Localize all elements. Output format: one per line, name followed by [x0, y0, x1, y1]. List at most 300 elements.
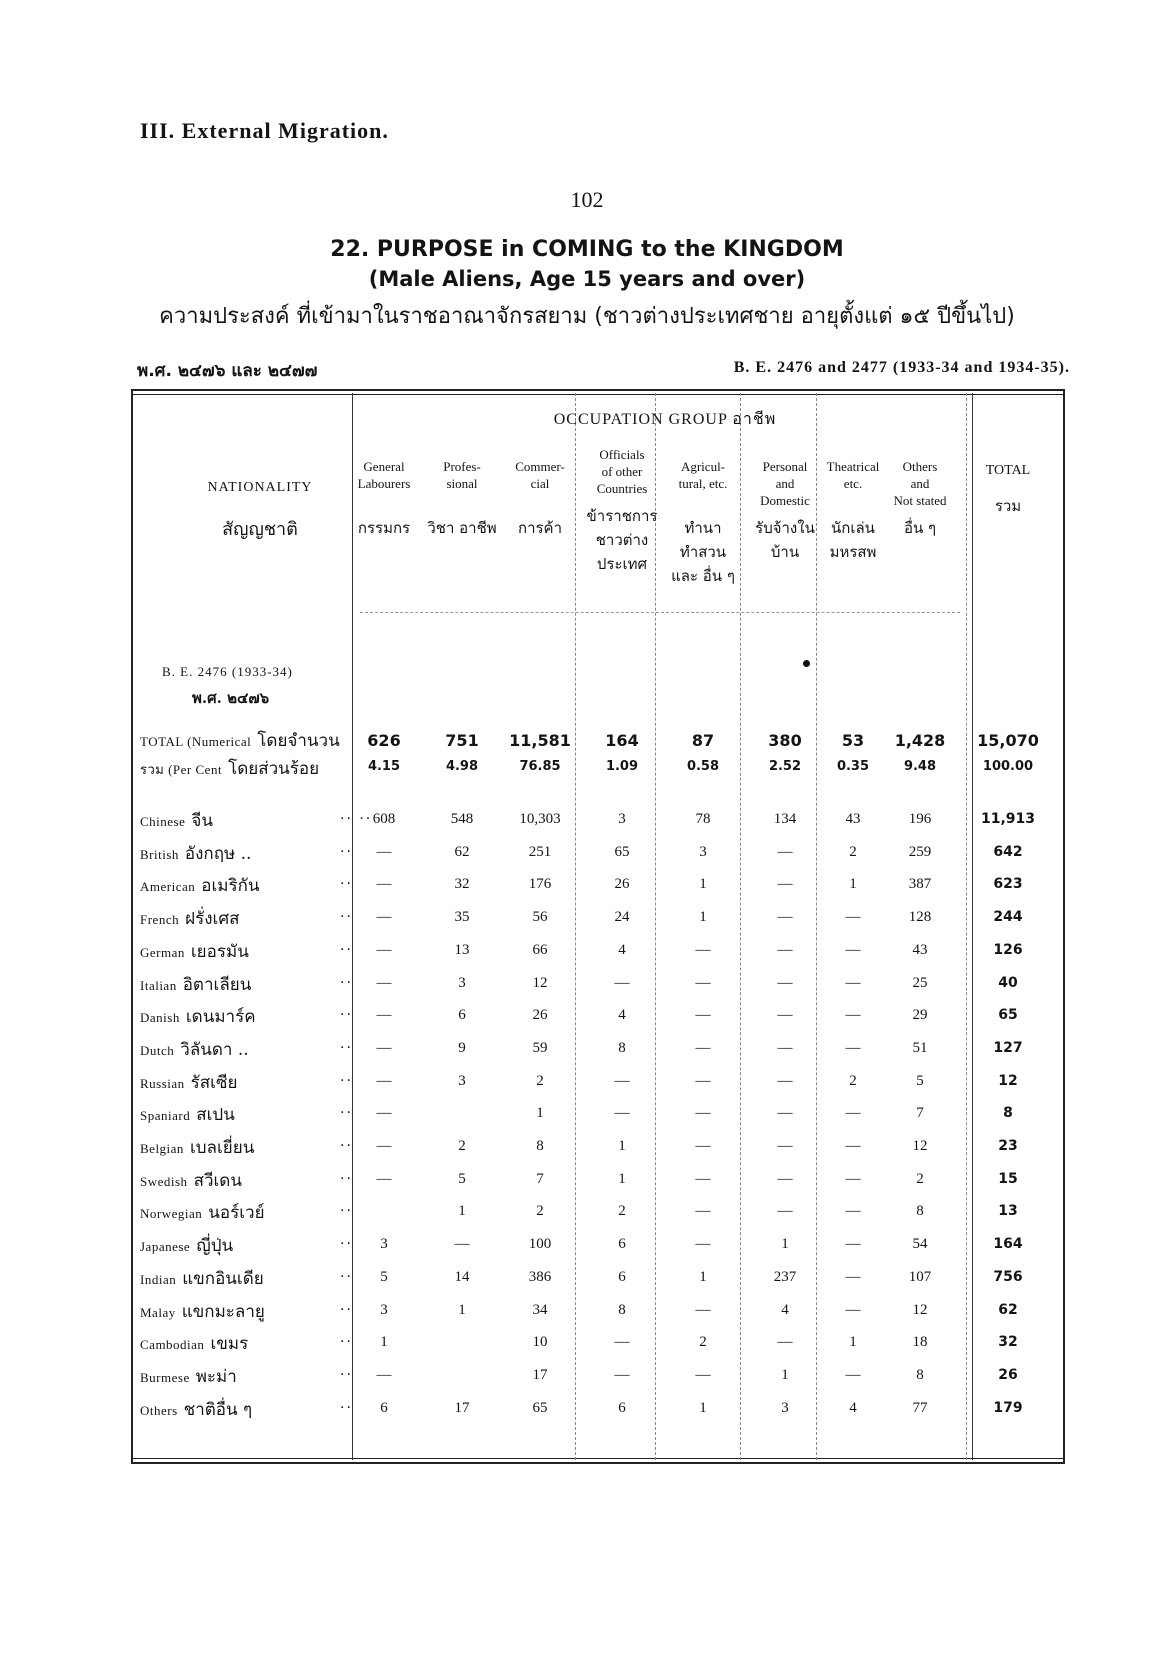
row-label-english: Malay: [140, 1304, 176, 1320]
value-cell: 10,303: [519, 811, 561, 827]
value-cell: —: [845, 1138, 861, 1154]
value-cell: 65: [614, 843, 630, 860]
row-label-thai: ฝรั่งเศส: [185, 909, 240, 930]
leader-dots: .. ..: [340, 807, 373, 823]
value-cell: 2: [699, 1334, 707, 1351]
value-cell: 1: [849, 876, 857, 893]
row-label-thai: อเมริกัน: [201, 876, 260, 897]
value-cell: 4: [781, 1301, 789, 1318]
value-cell: 56: [532, 909, 548, 926]
row-label: [140, 807, 373, 834]
row-total-cell: 15: [998, 1170, 1018, 1187]
value-cell: 53: [841, 731, 865, 750]
value-cell: 35: [454, 909, 470, 926]
row-label: [140, 1330, 353, 1357]
column-header-thai: วิชา อาชีพ: [427, 519, 497, 537]
nationality-row-american: [134, 872, 1062, 900]
value-cell: 5: [458, 1170, 466, 1187]
value-cell: 3: [380, 1236, 388, 1253]
column-header-english: Commer- cial: [515, 459, 565, 491]
nationality-row-malay: [134, 1298, 1062, 1326]
column-header-english: Profes- sional: [443, 459, 481, 491]
nationality-row-dutch: [134, 1036, 1062, 1064]
column-header-others-and-not-stated: [885, 458, 955, 540]
nationality-row-russian: [134, 1069, 1062, 1097]
year-label-thai: พ.ศ. ๒๔๗๖ และ ๒๔๗๗: [137, 361, 318, 381]
value-cell: 7: [536, 1170, 544, 1187]
value-cell: 1: [458, 1301, 466, 1318]
leader-dots: ..: [340, 1362, 353, 1379]
nationality-row-others: [134, 1396, 1062, 1424]
value-cell: —: [777, 1105, 793, 1122]
value-cell: 3: [458, 974, 466, 991]
leader-dots: ..: [340, 1330, 353, 1347]
row-label: [140, 1134, 353, 1161]
value-cell: 3: [458, 1072, 466, 1089]
leader-dots: ..: [340, 1035, 353, 1052]
value-cell: 1: [618, 1170, 626, 1187]
column-header-commer-cial: [501, 458, 579, 540]
column-header-thai: รับจ้างใน บ้าน: [755, 519, 815, 561]
value-cell: —: [376, 941, 392, 958]
value-cell: —: [845, 1007, 861, 1024]
column-header-english: Personal and Domestic: [760, 459, 810, 508]
row-label: [140, 1068, 353, 1096]
row-label-thai: เบลเยี่ยน: [189, 1138, 255, 1158]
value-cell: —: [614, 1366, 630, 1383]
value-cell: 3: [380, 1301, 388, 1318]
column-header-personal-and-domestic: [745, 458, 825, 564]
page-number: 102: [570, 187, 604, 212]
value-cell: 387: [908, 876, 932, 893]
value-cell: —: [376, 1138, 392, 1154]
nationality-row-italian: [134, 971, 1062, 999]
value-cell: 62: [454, 843, 470, 860]
value-cell: 1: [849, 1334, 857, 1351]
row-label-english: Chinese: [140, 814, 186, 829]
row-label-thai: ชาติอื่น ๆ: [183, 1399, 253, 1420]
column-header-general-labourers: [345, 458, 423, 540]
value-cell: 9: [458, 1039, 466, 1056]
row-label-english: Dutch: [140, 1042, 175, 1058]
value-cell: 54: [912, 1236, 928, 1253]
value-cell: —: [777, 1334, 793, 1351]
column-header-agricul-tural-etc: [663, 458, 743, 588]
nationality-row-chinese: [134, 807, 1062, 835]
value-cell: —: [777, 1203, 793, 1220]
row-total-cell: 164: [993, 1236, 1023, 1253]
row-total-cell: 13: [998, 1203, 1018, 1220]
row-label: [140, 1297, 353, 1325]
nationality-row-danish: [134, 1003, 1062, 1031]
value-cell: 1: [699, 1399, 707, 1416]
value-cell: 107: [908, 1268, 932, 1285]
value-cell: 8: [916, 1366, 924, 1383]
value-cell: 164: [605, 731, 639, 750]
row-label-thai: อิตาเลียน: [182, 974, 252, 995]
value-cell: 5: [916, 1072, 924, 1089]
nationality-row-spaniard: [134, 1101, 1062, 1129]
column-header-thai: ข้าราชการ ชาวต่าง ประเทศ: [586, 507, 658, 573]
row-label-thai: รัสเซีย: [190, 1072, 238, 1093]
value-cell: 237: [773, 1268, 797, 1285]
nationality-row-norwegian: [134, 1199, 1062, 1227]
value-cell: 7: [916, 1105, 924, 1122]
leader-dots: ..: [340, 872, 353, 889]
nationality-row-japanese: [134, 1232, 1062, 1260]
row-label-english: Indian: [140, 1271, 177, 1287]
leader-dots: ..: [340, 839, 353, 856]
row-label: [140, 1264, 353, 1292]
value-cell: 65: [532, 1399, 548, 1416]
column-header-thai: อื่น ๆ: [903, 519, 937, 537]
value-cell: 6: [380, 1399, 388, 1416]
value-cell: 251: [528, 843, 552, 860]
value-cell: 24: [614, 909, 630, 926]
year-subheading-thai: พ.ศ. ๒๔๗๖: [192, 689, 270, 707]
value-cell: —: [777, 909, 793, 926]
row-label-thai: นอร์เวย์: [208, 1203, 265, 1224]
row-label: [140, 1101, 353, 1128]
table-subtitle: (Male Aliens, Age 15 years and over): [368, 267, 806, 291]
value-cell: 4.98: [445, 759, 479, 774]
value-cell: 1: [781, 1366, 789, 1383]
value-cell: 14: [454, 1268, 470, 1285]
value-cell: —: [845, 1236, 861, 1253]
row-label-english: Norwegian: [140, 1206, 203, 1222]
column-header-officials-of-other-countries: [582, 446, 662, 576]
row-label-thai: แขกอินเดีย: [182, 1268, 264, 1289]
row-label: [140, 1362, 353, 1390]
value-cell: —: [695, 1105, 711, 1122]
value-cell: 751: [445, 731, 479, 750]
ink-dot: [803, 660, 810, 667]
value-cell: 12: [912, 1301, 928, 1318]
value-cell: 128: [908, 909, 932, 926]
value-cell: 12: [532, 974, 548, 991]
row-label-thai: โดยส่วนร้อย: [228, 759, 320, 779]
row-total-cell: 62: [998, 1301, 1018, 1318]
value-cell: 100: [528, 1236, 552, 1253]
row-label: [140, 1232, 353, 1259]
row-label-thai: เยอรมัน: [190, 941, 249, 962]
value-cell: —: [777, 974, 793, 991]
value-cell: —: [845, 974, 861, 991]
column-header-total: [968, 462, 1048, 518]
row-total-cell: 26: [998, 1366, 1018, 1383]
row-label-english: German: [140, 944, 185, 960]
row-total-cell: 23: [998, 1138, 1018, 1154]
value-cell: 43: [912, 941, 928, 958]
value-cell: —: [845, 909, 861, 926]
value-cell: 1,428: [894, 731, 946, 750]
nationality-row-cambodian: [134, 1330, 1062, 1358]
value-cell: 1: [618, 1138, 626, 1154]
value-cell: 6: [458, 1007, 466, 1024]
value-cell: —: [376, 1105, 392, 1122]
value-cell: 5: [380, 1268, 388, 1285]
row-label-thai: พะม่า: [195, 1366, 237, 1387]
value-cell: 66: [532, 941, 548, 958]
row-total-cell: 127: [993, 1039, 1023, 1056]
year-label-english: B. E. 2476 and 2477 (1933-34 and 1934-35).: [733, 359, 1070, 376]
column-header-english: Theatrical etc.: [826, 459, 880, 491]
value-cell: 51: [912, 1039, 928, 1056]
value-cell: 6: [618, 1236, 626, 1253]
column-header-english: Officials of other Countries: [596, 447, 648, 496]
value-cell: 3: [699, 843, 707, 860]
column-header-thai: กรรมกร: [357, 519, 411, 537]
value-cell: 26: [614, 876, 630, 893]
value-cell: 32: [454, 876, 470, 893]
value-cell: 25: [912, 974, 928, 991]
row-total-cell: 100.00: [982, 759, 1034, 774]
value-cell: 29: [912, 1007, 928, 1024]
column-header-english: Agricul- tural, etc.: [678, 459, 728, 491]
value-cell: 3: [781, 1399, 789, 1416]
value-cell: 17: [532, 1366, 548, 1383]
value-cell: —: [376, 1366, 392, 1383]
value-cell: —: [454, 1236, 470, 1253]
value-cell: 6: [618, 1399, 626, 1416]
year-subheading: B. E. 2476 (1933-34): [162, 664, 293, 679]
table-title-thai: ความประสงค์ ที่เข้ามาในราชอาณาจักรสยาม (ชาวต่างประเทศชาย อายุตั้งแต่ ๑๕ ปีขึ้นไป): [159, 304, 1015, 329]
row-label-thai: เขมร: [210, 1334, 249, 1355]
leader-dots: ..: [340, 1134, 353, 1150]
value-cell: 259: [908, 843, 932, 860]
row-label-english: Swedish: [140, 1173, 188, 1189]
value-cell: 4: [618, 1007, 626, 1024]
row-label: [140, 937, 353, 965]
value-cell: 2: [916, 1170, 924, 1187]
value-cell: —: [695, 1170, 711, 1187]
row-label: [140, 1199, 353, 1226]
value-cell: 2: [536, 1203, 544, 1220]
value-cell: 12: [912, 1138, 928, 1154]
value-cell: —: [777, 1007, 793, 1024]
row-total-cell: 126: [993, 941, 1023, 958]
value-cell: —: [695, 1039, 711, 1056]
leader-dots: ..: [340, 1199, 353, 1216]
section-title: III. External Migration.: [140, 118, 389, 143]
value-cell: —: [695, 1366, 711, 1383]
value-cell: 4: [618, 941, 626, 958]
value-cell: —: [695, 1138, 711, 1154]
column-header-thai: นักเล่น มหรสพ: [829, 519, 877, 561]
row-total-cell: 32: [998, 1334, 1018, 1351]
value-cell: 9.48: [903, 759, 937, 774]
value-cell: 1: [380, 1334, 388, 1351]
row-label-english: Burmese: [140, 1369, 190, 1385]
nationality-header-thai: สัญญชาติ: [222, 519, 298, 540]
value-cell: —: [845, 1039, 861, 1056]
value-cell: 0.35: [836, 759, 870, 774]
value-cell: 380: [768, 731, 802, 750]
leader-dots: ..: [340, 1101, 353, 1118]
value-cell: 11,581: [509, 731, 571, 750]
row-label-thai: แขกมะลายู: [181, 1301, 265, 1322]
row-label: [140, 905, 353, 932]
value-cell: —: [376, 974, 392, 991]
row-label-english: TOTAL (Numerical: [140, 734, 252, 749]
row-label-thai: จีน: [191, 811, 213, 831]
value-cell: 59: [532, 1039, 548, 1056]
row-label: [140, 1166, 353, 1194]
nationality-row-burmese: [134, 1363, 1062, 1391]
row-label-thai: วิลันดา ..: [180, 1039, 249, 1060]
column-header-thai: ทำนา ทำสวน และ อื่น ๆ: [671, 519, 735, 585]
value-cell: —: [614, 1334, 630, 1351]
value-cell: —: [376, 843, 392, 860]
value-cell: —: [777, 876, 793, 893]
row-total-cell: 15,070: [977, 731, 1039, 750]
value-cell: 4.15: [367, 759, 401, 774]
row-label: [140, 970, 353, 998]
total-numerical-row: [134, 727, 1062, 755]
column-header-thai: รวม: [994, 497, 1022, 515]
row-total-cell: 179: [993, 1399, 1023, 1416]
value-cell: —: [695, 974, 711, 991]
value-cell: 386: [528, 1268, 552, 1285]
value-cell: 2: [618, 1203, 626, 1220]
leader-dots: ..: [340, 1395, 353, 1412]
row-label-english: British: [140, 846, 179, 862]
row-total-cell: 11,913: [980, 811, 1036, 827]
column-header-profes-sional: [424, 458, 500, 540]
value-cell: 43: [845, 811, 861, 827]
value-cell: 78: [695, 811, 711, 827]
column-header-theatrical-etc: [818, 458, 888, 564]
value-cell: 0.58: [686, 759, 720, 774]
row-label: [140, 727, 340, 754]
value-cell: 2: [536, 1072, 544, 1089]
nationality-header: NATIONALITY: [207, 480, 313, 495]
leader-dots: ..: [340, 1068, 353, 1085]
value-cell: 77: [912, 1399, 928, 1416]
nationality-row-belgian: [134, 1134, 1062, 1162]
value-cell: 626: [367, 731, 401, 750]
value-cell: —: [845, 941, 861, 958]
value-cell: —: [777, 1138, 793, 1154]
value-cell: —: [695, 1236, 711, 1253]
leader-dots: ..: [340, 1166, 353, 1183]
value-cell: 1: [781, 1236, 789, 1253]
row-label: [140, 1003, 353, 1030]
row-label-english: Japanese: [140, 1239, 191, 1255]
value-cell: 196: [908, 811, 932, 827]
value-cell: 1: [536, 1105, 544, 1122]
value-cell: 3: [618, 811, 626, 827]
value-cell: 8: [916, 1203, 924, 1220]
table-top-rule: [133, 394, 1063, 395]
value-cell: —: [777, 1072, 793, 1089]
value-cell: 1: [699, 1268, 707, 1285]
row-label-thai: ญี่ปุ่น: [196, 1236, 234, 1257]
row-label: [140, 755, 319, 782]
value-cell: 2: [458, 1138, 466, 1154]
row-label-english: รวม (Per Cent: [140, 762, 223, 777]
occupation-group-header: OCCUPATION GROUP อาชีพ: [553, 411, 777, 428]
value-cell: 1: [699, 876, 707, 893]
column-header-english: General Labourers: [357, 459, 411, 491]
nationality-row-british: [134, 840, 1062, 868]
row-label-english: Russian: [140, 1075, 185, 1091]
value-cell: —: [845, 1105, 861, 1122]
row-label: [140, 1395, 353, 1423]
value-cell: 548: [450, 811, 474, 827]
value-cell: 76.85: [519, 759, 561, 774]
value-cell: 8: [618, 1039, 626, 1056]
value-cell: —: [695, 1203, 711, 1220]
value-cell: —: [695, 1301, 711, 1318]
row-label-english: Danish: [140, 1010, 180, 1026]
row-total-cell: 623: [993, 876, 1023, 893]
value-cell: 26: [532, 1007, 548, 1024]
value-cell: 608: [372, 811, 396, 827]
value-cell: 2: [849, 1072, 857, 1089]
row-label-english: Others: [140, 1402, 178, 1418]
row-label-english: Italian: [140, 977, 177, 993]
row-total-cell: 12: [998, 1072, 1018, 1089]
nationality-row-indian: [134, 1265, 1062, 1293]
leader-dots: ..: [340, 970, 353, 987]
value-cell: 6: [618, 1268, 626, 1285]
leader-dots: ..: [340, 1232, 353, 1249]
leader-dots: ..: [340, 937, 353, 954]
value-cell: 1: [458, 1203, 466, 1220]
row-label-thai: โดยจำนวน: [257, 731, 340, 751]
row-total-cell: 8: [1003, 1105, 1013, 1122]
value-cell: 34: [532, 1301, 548, 1318]
value-cell: —: [777, 843, 793, 860]
leader-dots: ..: [340, 1003, 353, 1020]
value-cell: —: [614, 974, 630, 991]
value-cell: 4: [849, 1399, 857, 1416]
value-cell: —: [695, 1072, 711, 1089]
value-cell: —: [845, 1268, 861, 1285]
row-label: [140, 1035, 353, 1063]
row-label-thai: เดนมาร์ค: [185, 1007, 256, 1028]
header-rule: [360, 612, 960, 613]
value-cell: —: [376, 1007, 392, 1024]
value-cell: 10: [532, 1334, 548, 1351]
nationality-row-german: [134, 938, 1062, 966]
value-cell: —: [376, 909, 392, 926]
value-cell: —: [845, 1366, 861, 1383]
value-cell: 8: [536, 1138, 544, 1154]
value-cell: 1: [699, 909, 707, 926]
table-title: 22. PURPOSE in COMING to the KINGDOM: [330, 237, 844, 262]
value-cell: 176: [528, 876, 552, 893]
total-percent-row: [134, 755, 1062, 783]
table-bottom-rule: [133, 1458, 1063, 1459]
column-header-english: TOTAL: [985, 463, 1031, 478]
row-total-cell: 756: [993, 1268, 1023, 1285]
row-label-thai: สเปน: [196, 1105, 235, 1126]
row-label-english: Belgian: [140, 1141, 184, 1156]
value-cell: —: [376, 1039, 392, 1056]
row-label-english: Cambodian: [140, 1337, 205, 1353]
column-header-english: Others and Not stated: [893, 459, 947, 508]
value-cell: —: [845, 1301, 861, 1318]
value-cell: —: [614, 1105, 630, 1122]
value-cell: —: [777, 941, 793, 958]
row-label: [140, 839, 353, 867]
value-cell: —: [614, 1072, 630, 1089]
row-total-cell: 65: [998, 1007, 1018, 1024]
value-cell: —: [695, 941, 711, 958]
value-cell: —: [777, 1170, 793, 1187]
